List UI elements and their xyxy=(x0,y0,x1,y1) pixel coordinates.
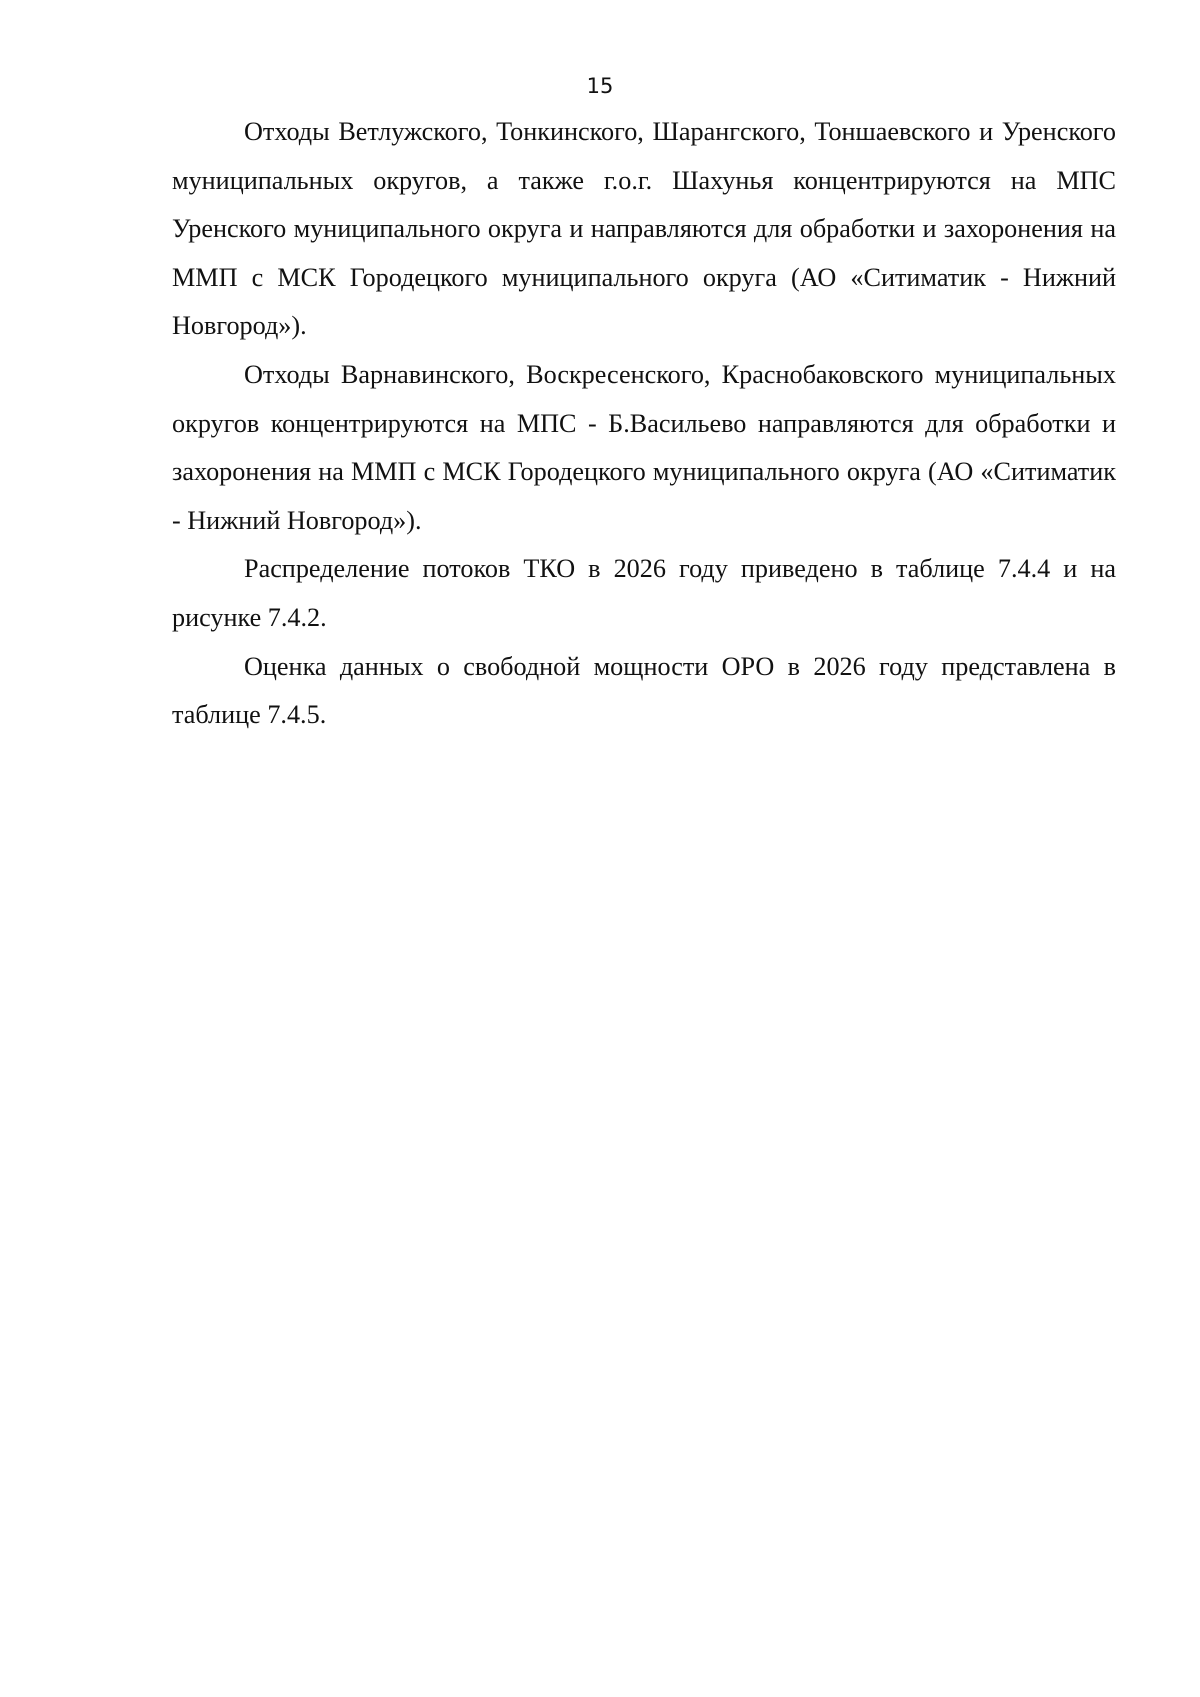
document-body xyxy=(172,108,1116,740)
paragraph-waste-vasilevo: Отходы Варнавинского, Воскресенского, Краснобаковского муниципальных округов концентрируются на МПС - Б.Васильево направляются для обработки и захоронения на ММП с МСК Городецкого муниципального округа (АО «Ситиматик - Нижний Новгород»). xyxy=(172,359,1116,535)
paragraph-capacity-reference: Оценка данных о свободной мощности ОРО в 2026 году представлена в таблице 7.4.5. xyxy=(172,651,1116,730)
paragraph-waste-uren: Отходы Ветлужского, Тонкинского, Шарангского, Тоншаевского и Уренского муниципальных округов, а также г.о.г. Шахунья концентрируются на МПС Уренского муниципального округа и направляются для обработки и захоронения на ММП с МСК Городецкого муниципального округа (АО «Ситиматик - Нижний Новгород»). xyxy=(172,117,1116,341)
page-number: 15 xyxy=(586,74,614,98)
paragraph-distribution-reference: Распределение потоков ТКО в 2026 году приведено в таблице 7.4.4 и на рисунке 7.4.2. xyxy=(172,554,1116,632)
